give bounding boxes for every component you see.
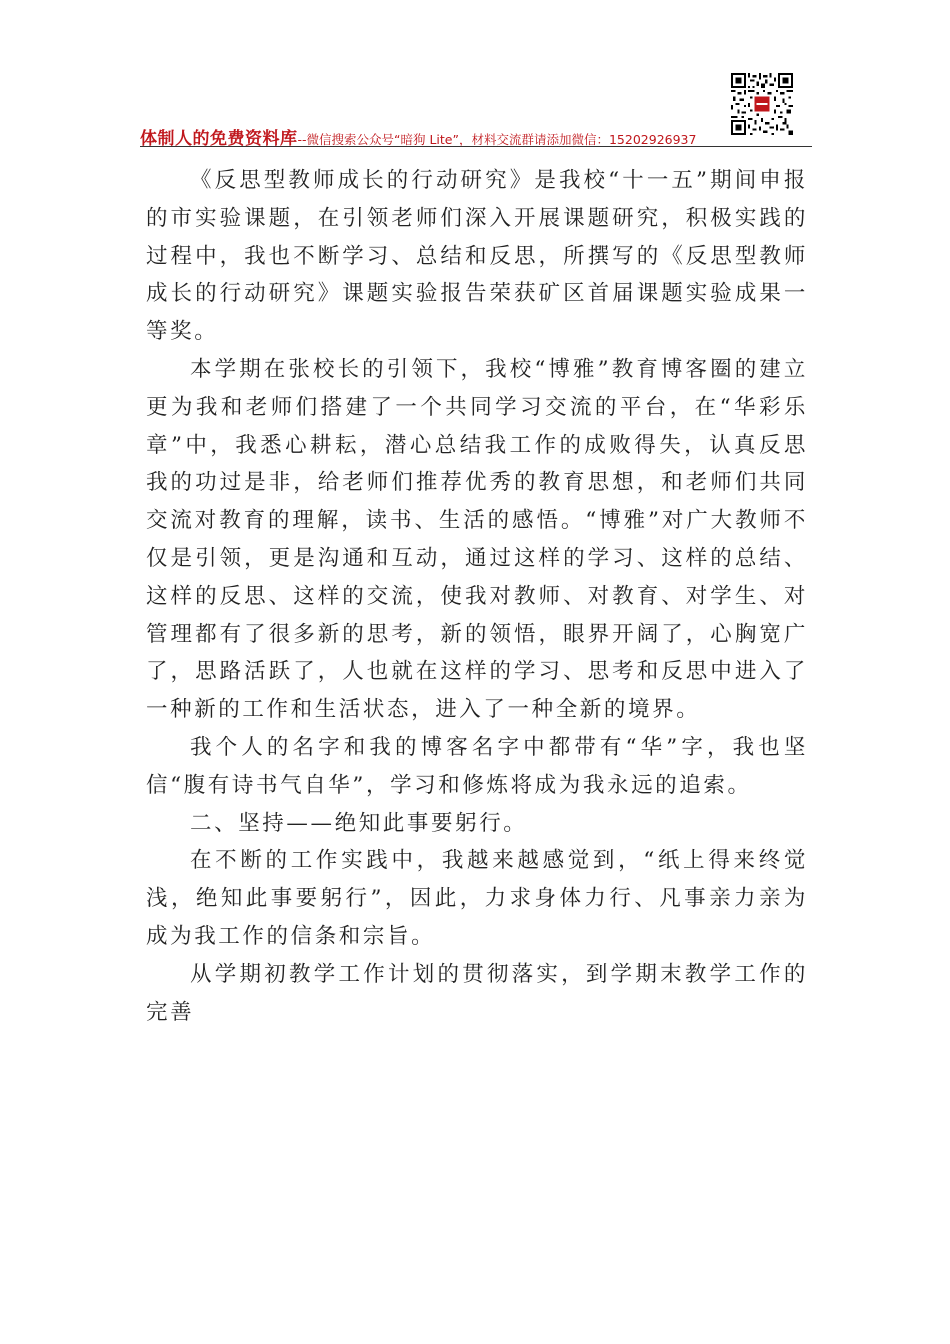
page-header (140, 124, 812, 149)
qr-code-icon (731, 73, 793, 135)
paragraph-1: 《反思型教师成长的行动研究》是我校“十一五”期间申报的市实验课题，在引领老师们深入开展课题研究，积极实践的过程中，我也不断学习、总结和反思，所撰写的《反思型教师成长的行动研究》课题实验报告荣获矿区首届课题实验成果一等奖。 (146, 168, 808, 345)
section-heading: 二、坚持——绝知此事要躬行。 (190, 810, 528, 836)
document-body (146, 162, 808, 1031)
paragraph-4: 在不断的工作实践中，我越来越感觉到，“纸上得来终觉浅，绝知此事要躬行”，因此，力求身体力行、凡事亲力亲为成为我工作的信条和宗旨。 (146, 848, 808, 949)
header-subtitle: --微信搜索公众号“暗狗 Lite”，材料交流群请添加微信：15202926937 (297, 132, 697, 147)
header-divider (140, 146, 812, 147)
paragraph-5: 从学期初教学工作计划的贯彻落实，到学期末教学工作的完善 (146, 961, 808, 1025)
brand-title: 体制人的免费资料库 (140, 129, 298, 149)
paragraph-3: 我个人的名字和我的博客名字中都带有“华”字，我也坚信“腹有诗书气自华”，学习和修炼将成为我永远的追索。 (146, 734, 808, 798)
paragraph-2: 本学期在张校长的引领下，我校“博雅”教育博客圈的建立更为我和老师们搭建了一个共同学习交流的平台，在“华彩乐章”中，我悉心耕耘，潜心总结我工作的成败得失，认真反思我的功过是非，给老师们推荐优秀的教育思想，和老师们共同交流对教育的理解，读书、生活的感悟。“博雅”对广大教师不仅是引领，更是沟通和互动，通过这样的学习、这样的总结、这样的反思、这样的交流，使我对教师、对教育、对学生、对管理都有了很多新的思考，新的领悟，眼界开阔了，心胸宽广了，思路活跃了，人也就在这样的学习、思考和反思中进入了一种新的工作和生活状态，进入了一种全新的境界。 (146, 356, 808, 723)
